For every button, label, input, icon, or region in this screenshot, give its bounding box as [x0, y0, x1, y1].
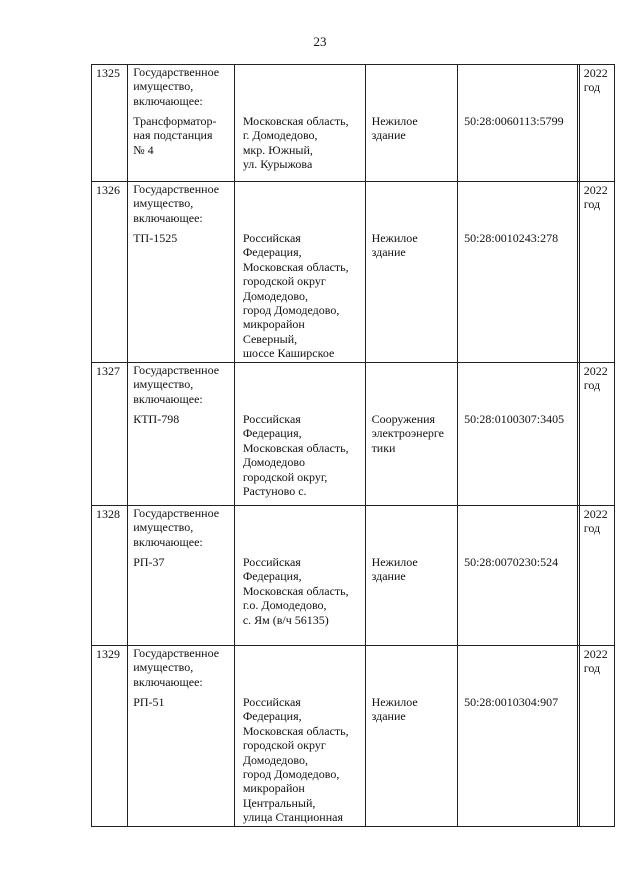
- cadastral-number: 50:28:0070230:524: [464, 555, 559, 569]
- name-heading: Государственное имущество, включающее:: [133, 506, 220, 549]
- table-row: [92, 182, 615, 363]
- address-text: Российская Федерация, Московская область, городской округ Домодедово, город Домодедово, микрорайон Центральный, улица Станционная: [242, 695, 349, 825]
- cadastral-cell: [458, 363, 578, 506]
- table-row: [92, 646, 615, 827]
- cadastral-cell: [458, 182, 578, 363]
- row-number-cell: [92, 363, 128, 506]
- name-heading: Государственное имущество, включающее:: [133, 646, 220, 689]
- object-type-cell: [365, 182, 458, 363]
- cadastral-number: 50:28:0100307:3405: [464, 412, 565, 426]
- address-text: Российская Федерация, Московская область, Домодедово городской округ, Растуново с.: [242, 412, 349, 499]
- name-heading: Государственное имущество, включающее:: [133, 182, 220, 225]
- address-cell: [234, 363, 365, 506]
- object-type: Сооружения электроэнерге тики: [371, 412, 445, 455]
- address-text: Московская область, г. Домодедово, мкр. Южный, ул. Курыжова: [242, 114, 349, 172]
- object-type: Нежилое здание: [371, 555, 418, 584]
- row-number-cell: [92, 65, 128, 182]
- name-cell: [128, 506, 235, 646]
- name-cell: [128, 182, 235, 363]
- object-name: РП-51: [133, 695, 165, 709]
- year-text: 2022 год: [583, 507, 608, 536]
- cadastral-cell: [458, 65, 578, 182]
- year-cell: [579, 646, 614, 827]
- address-cell: [234, 506, 365, 646]
- row-number: 1326: [96, 183, 120, 197]
- object-type-cell: [365, 363, 458, 506]
- address-text: Российская Федерация, Московская область, городской округ Домодедово, город Домодедово, микрорайон Северный, шоссе Каширское: [242, 231, 349, 361]
- table-row: [92, 363, 615, 506]
- year-text: 2022 год: [583, 66, 608, 95]
- row-number: 1328: [96, 507, 120, 521]
- page-number: 23: [313, 34, 327, 49]
- year-cell: [579, 506, 614, 646]
- cadastral-number: 50:28:0010304:907: [464, 695, 559, 709]
- address-text: Российская Федерация, Московская область, г.о. Домодедово, с. Ям (в/ч 56135): [242, 555, 349, 627]
- row-number-cell: [92, 182, 128, 363]
- object-type-cell: [365, 65, 458, 182]
- object-type-cell: [365, 646, 458, 827]
- name-heading: Государственное имущество, включающее:: [133, 65, 220, 108]
- row-number: 1327: [96, 364, 120, 378]
- object-name: КТП-798: [133, 412, 180, 426]
- table-row: [92, 506, 615, 646]
- object-type-cell: [365, 506, 458, 646]
- row-number-cell: [92, 646, 128, 827]
- year-text: 2022 год: [583, 647, 608, 676]
- name-heading: Государственное имущество, включающее:: [133, 363, 220, 406]
- cadastral-number: 50:28:0060113:5799: [464, 114, 564, 128]
- object-type: Нежилое здание: [371, 231, 418, 260]
- year-text: 2022 год: [583, 364, 608, 393]
- year-cell: [579, 65, 614, 182]
- address-cell: [234, 182, 365, 363]
- year-cell: [579, 182, 614, 363]
- cadastral-number: 50:28:0010243:278: [464, 231, 559, 245]
- name-cell: [128, 65, 235, 182]
- object-name: РП-37: [133, 555, 165, 569]
- address-cell: [234, 65, 365, 182]
- object-type: Нежилое здание: [371, 114, 418, 143]
- cadastral-cell: [458, 506, 578, 646]
- table-row: [92, 65, 615, 182]
- name-cell: [128, 646, 235, 827]
- object-type: Нежилое здание: [371, 695, 418, 724]
- property-registry-table: [91, 64, 615, 827]
- row-number: 1325: [96, 66, 120, 80]
- row-number-cell: [92, 506, 128, 646]
- year-cell: [579, 363, 614, 506]
- row-number: 1329: [96, 647, 120, 661]
- cadastral-cell: [458, 646, 578, 827]
- object-name: ТП-1525: [133, 231, 178, 245]
- object-name: Трансформатор- ная подстанция № 4: [133, 114, 217, 157]
- name-cell: [128, 363, 235, 506]
- address-cell: [234, 646, 365, 827]
- year-text: 2022 год: [583, 183, 608, 212]
